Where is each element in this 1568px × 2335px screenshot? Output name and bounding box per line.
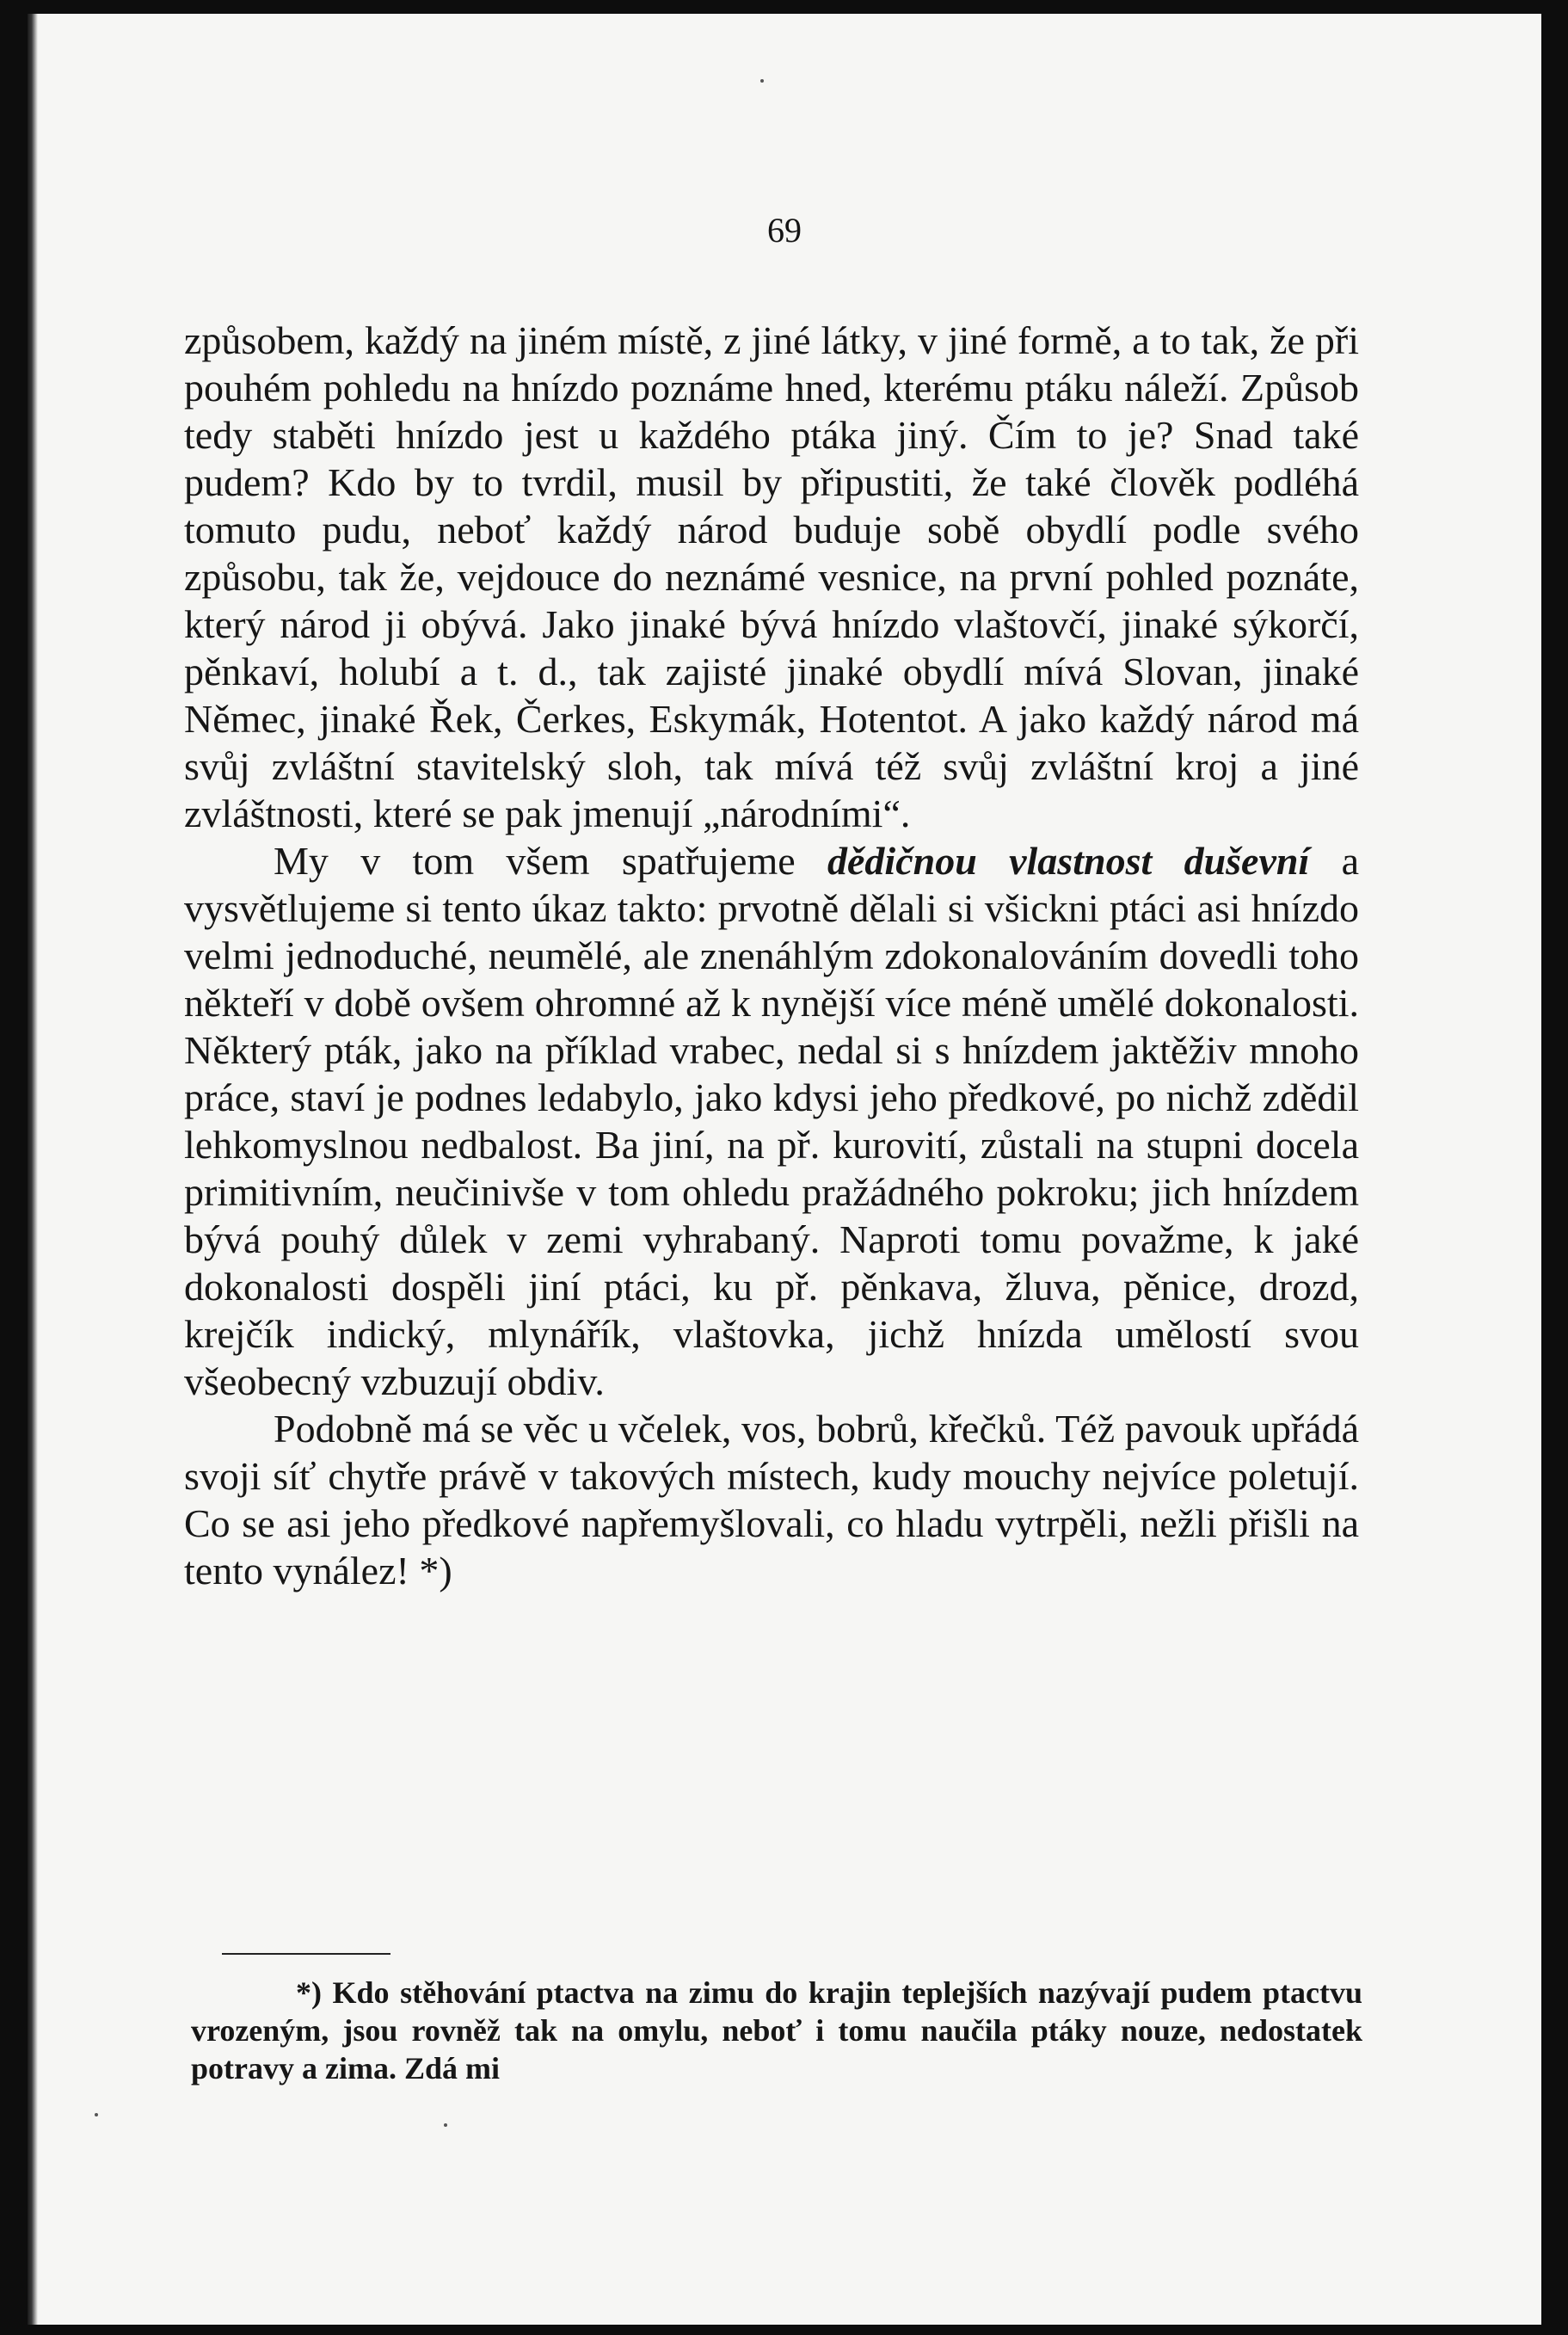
footnote: *) Kdo stěhování ptactva na zimu do krajin teplejších nazývají pudem ptactvu vrozeným, jsou rovněž tak na omylu, neboť i tomu naučila ptáky nouze, nedostatek potravy a zima. Zdá mi [191, 1975, 1362, 2085]
footnote-divider [222, 1953, 390, 1955]
paper-speck [95, 2113, 98, 2116]
paper-speck [760, 79, 764, 83]
paragraph-2 [184, 837, 1359, 1405]
paragraph-2-emphasis: dědičnou vlastnost duševní [827, 839, 1310, 883]
page-binding-edge [28, 14, 38, 2325]
paragraph-2-lead: My v tom všem spatřujeme [274, 839, 827, 883]
book-page [28, 14, 1541, 2325]
paper-speck [444, 2123, 447, 2127]
page-number: 69 [767, 211, 802, 250]
paragraph-2-rest: a vysvětlujeme si tento úkaz takto: prvotně dělali si všickni ptáci asi hnízdo velmi jednoduché, neumělé, ale znenáhlým zdokonalováním dovedli toho někteří v době ovšem ohromné až k nynější více méně umělé dokonalosti. Některý pták, jako na příklad vrabec, nedal si s hnízdem jaktěživ mnoho práce, staví je podnes ledabylo, jako kdysi jeho předkové, po nichž zdědil lehkomyslnou nedbalost. Ba jiní, na př. kurovití, zůstali na stupni docela primitivním, neučinivše v tom ohledu pražádného pokroku; jich hnízdem bývá pouhý důlek v zemi vyhrabaný. Naproti tomu považme, k jaké dokonalosti dospěli jiní ptáci, ku př. pěnkava, žluva, pěnice, drozd, krejčík indický, mlynářík, vlaštovka, jichž hnízda umělostí svou všeobecný vzbuzují obdiv. [184, 839, 1360, 1403]
paragraph-3: Podobně má se věc u včelek, vos, bobrů, křečků. Též pavouk upřádá svoji síť chytře právě v takových místech, kudy mouchy nejvíce poletují. Co se asi jeho předkové napřemyšlovali, co hladu vytrpěli, nežli přišli na tento vynález! *) [184, 1407, 1359, 1593]
paragraph-1: způsobem, každý na jiném místě, z jiné látky, v jiné formě, a to tak, že při pouhém pohledu na hnízdo poznáme hned, kterému ptáku náleží. Způsob tedy staběti hnízdo jest u každého ptáka jiný. Čím to je? Snad také pudem? Kdo by to tvrdil, musil by připustiti, že také člověk podléhá tomuto pudu, neboť každý národ buduje sobě obydlí podle svého způsobu, tak že, vejdouce do neznámé vesnice, na první pohled poznáte, který národ ji obývá. Jako jinaké bývá hnízdo vlaštovčí, jinaké sýkorčí, pěnkaví, holubí a t. d., tak zajisté jinaké obydlí mívá Slovan, jinaké Němec, jinaké Řek, Čerkes, Eskymák, Hotentot. A jako každý národ má svůj zvláštní stavitelský sloh, tak mívá též svůj zvláštní kroj a jiné zvláštnosti, které se pak jmenují „národními“. [184, 318, 1359, 835]
main-text [184, 317, 1359, 1594]
